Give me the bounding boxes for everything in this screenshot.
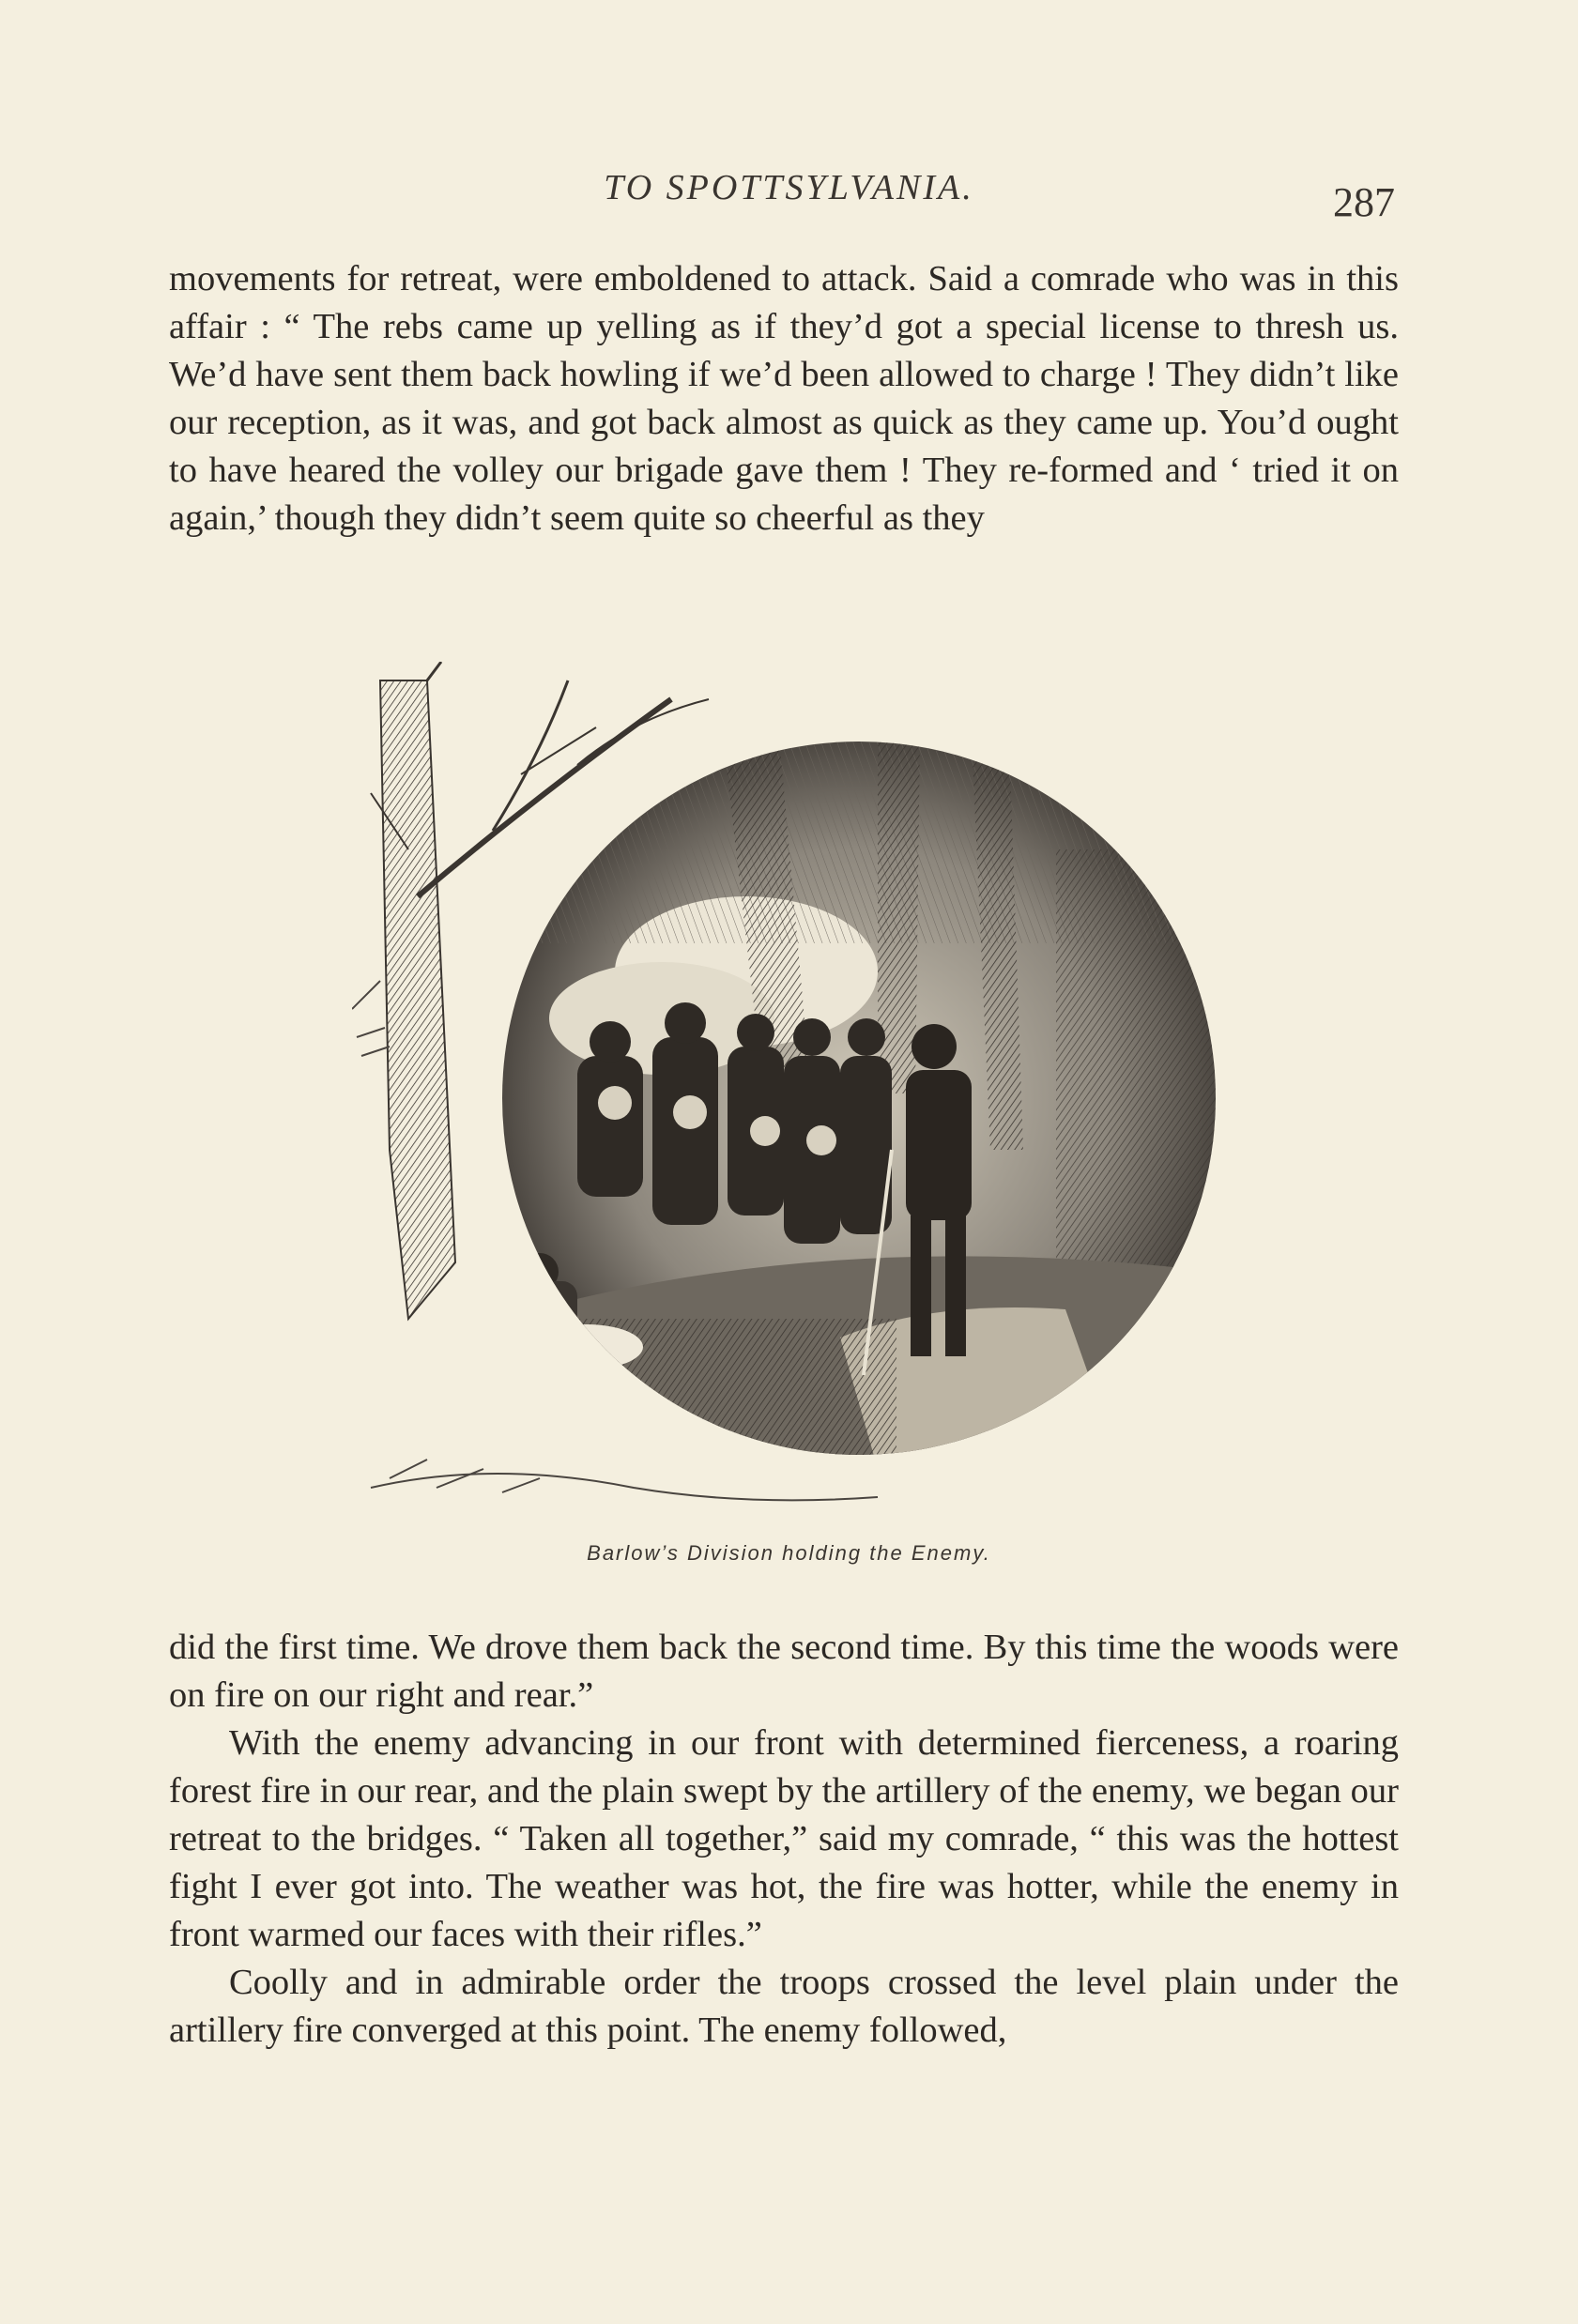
engraving-illustration xyxy=(352,662,1253,1535)
engraving-soldiers-in-woods-icon xyxy=(352,662,1253,1535)
paragraph: movements for retreat, were emboldened to attack. Said a comrade who was in this affair : “ The rebs came up yelling as if they’d got a special license to thresh us. We’d have sent them back howling if we’d been allowed to charge ! They didn’t like our reception, as it was, and got back almost as quick as they came up. You’d ought to have heared the volley our brigade gave them ! They re-formed and ‘ tried it on again,’ though they didn’t seem quite so cheerful as they xyxy=(169,259,1399,538)
figure-caption: Barlow’s Division holding the Enemy. xyxy=(587,1541,991,1565)
running-head: TO SPOTTSYLVANIA. xyxy=(604,168,974,207)
body-text-top xyxy=(169,255,1399,543)
body-text-bottom xyxy=(169,1624,1399,2055)
paragraph: did the first time. We drove them back the second time. By this time the woods were on fire on our right and rear.” xyxy=(169,1628,1399,1715)
paragraph: Coolly and in admirable order the troops crossed the level plain under the artillery fire converged at this point. The enemy followed, xyxy=(169,1963,1399,2050)
page-number: 287 xyxy=(1333,179,1395,225)
paragraph: With the enemy advancing in our front with determined fierceness, a roaring forest fire in our rear, and the plain swept by the artillery of the enemy, we began our retreat to the bridges. “ Taken all together,” said my comrade, “ this was the hottest fight I ever got into. The weather was hot, the fire was hotter, while the enemy in front warmed our faces with their rifles.” xyxy=(169,1723,1399,1954)
